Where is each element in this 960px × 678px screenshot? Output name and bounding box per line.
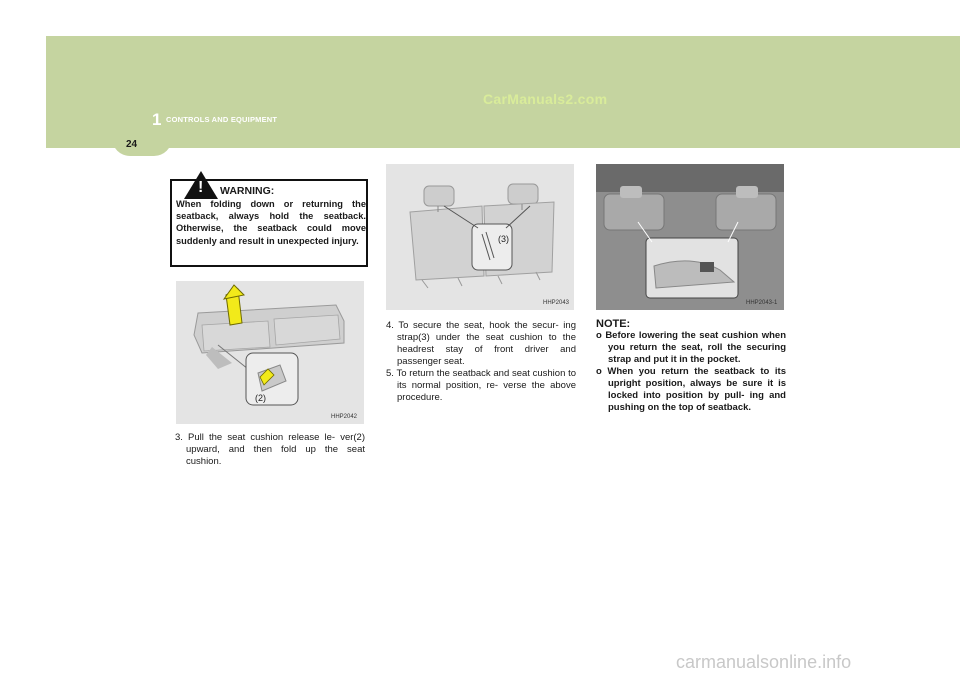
step-5-text: 5. To return the seatback and seat cushion to its normal position, re- verse the above procedure. [386, 368, 576, 403]
warning-title: WARNING: [220, 185, 275, 197]
note-title: NOTE: [596, 318, 631, 330]
cabin-illustration [596, 164, 784, 310]
page-number: 24 [126, 139, 138, 150]
warning-triangle-icon [184, 171, 218, 199]
step-3 [175, 432, 365, 468]
seat-cushion-illustration [176, 281, 364, 424]
callout-3: (3) [498, 234, 509, 244]
warning-exclamation: ! [198, 179, 204, 196]
steps-4-5 [386, 320, 576, 404]
callout-2: (2) [255, 393, 266, 403]
figure-code-hhp2043-1: HHP2043-1 [746, 300, 778, 306]
note-item-1: o Before lowering the seat cushion when you return the seat, roll the securing strap and put it in the pocket. [596, 330, 786, 365]
figure-securing-strap [386, 164, 574, 310]
watermark-top[interactable]: CarManuals2.com [483, 91, 608, 107]
page-number-tab [112, 138, 172, 156]
warning-box [170, 179, 368, 267]
figure-code-hhp2043: HHP2043 [543, 300, 570, 306]
note-block [596, 318, 786, 414]
figure-seat-cushion-lever [176, 281, 364, 424]
note-item-2: o When you return the seatback to its upright position, always be sure it is locked into position by pull- ing and pushing on the top of seatback. [596, 366, 786, 413]
warning-text: When folding down or returning the seatback, always hold the seatback. Otherwise, the seatback could move suddenly and result in unexpected injury. [176, 199, 366, 246]
figure-code-hhp2042: HHP2042 [331, 414, 358, 420]
step-4-text: 4. To secure the seat, hook the secur- ing strap(3) under the seat cushion to the headrest stay of front driver and passenger seat. [386, 320, 576, 367]
watermark-bottom[interactable]: carmanualsonline.info [676, 652, 852, 672]
figure-strap-pocket [596, 164, 784, 310]
rear-seat-illustration [386, 164, 574, 310]
step-3-text: 3. Pull the seat cushion release le- ver(2) upward, and then fold up the seat cushion. [175, 432, 365, 467]
chapter-number: 1 [152, 110, 162, 129]
chapter-title: CONTROLS AND EQUIPMENT [166, 115, 278, 124]
